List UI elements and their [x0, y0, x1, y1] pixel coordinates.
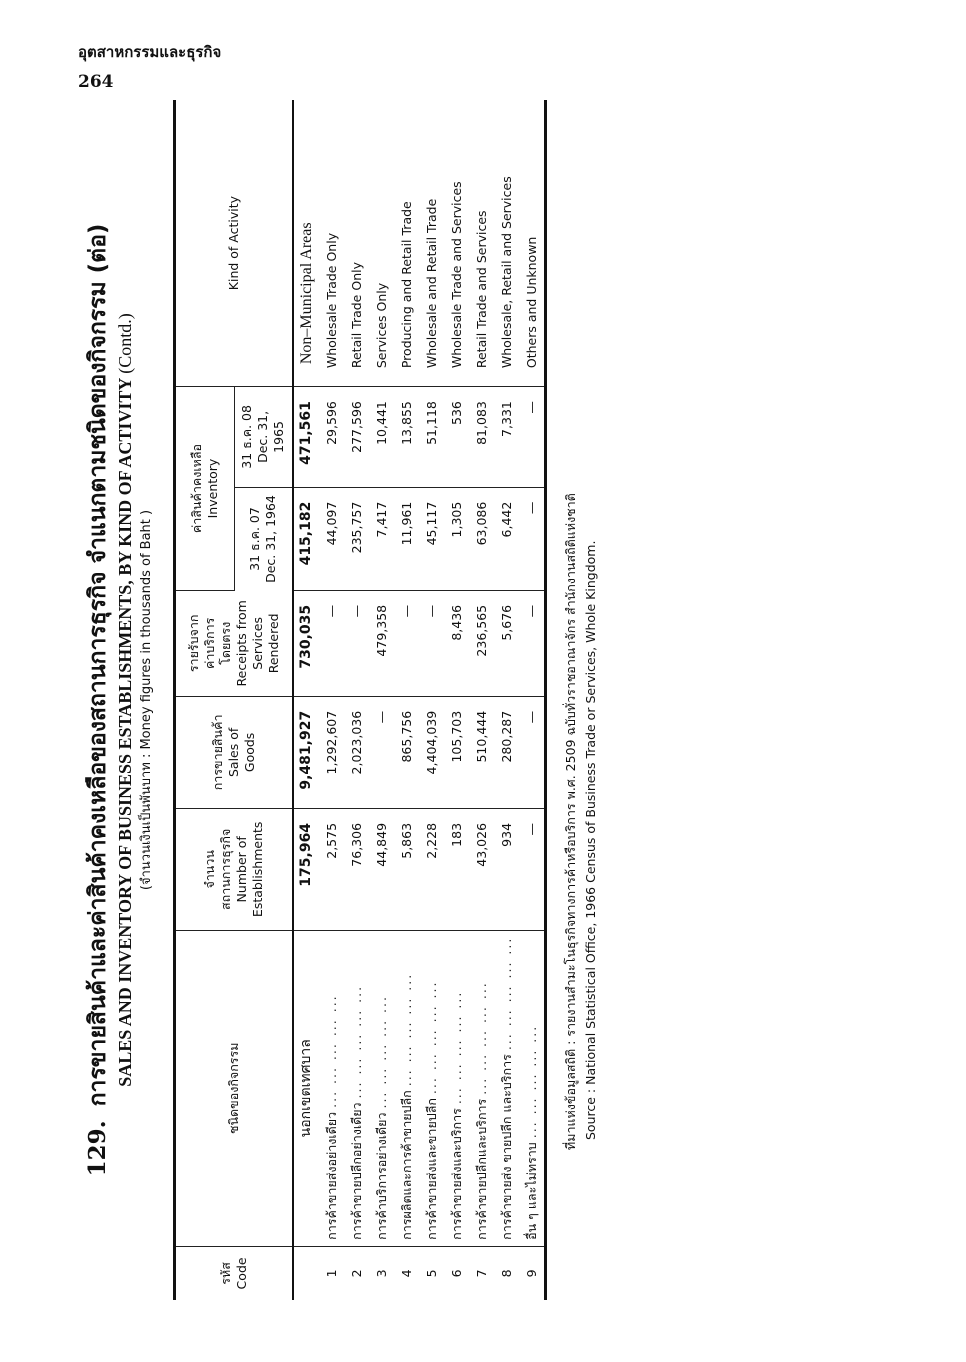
area-name-en: Non–Municipal Areas	[293, 100, 319, 387]
row-receipts: —	[344, 590, 369, 696]
table-row	[419, 100, 444, 1300]
row-receipts: 8,436	[444, 590, 469, 696]
row-inv-1965: 81,083	[469, 387, 494, 488]
header-establishments	[175, 808, 293, 930]
row-code: 4	[398, 1269, 414, 1278]
row-inv-1965: 277,596	[344, 387, 369, 488]
row-activity-th-label: การค้าขายส่งและบริการ	[448, 1108, 464, 1240]
table-row	[494, 100, 519, 1300]
row-inv-1964: 45,117	[419, 487, 444, 590]
row-inv-1964: 11,961	[394, 487, 419, 590]
row-activity-th-label: การค้าขายส่งและขายปลีก	[423, 1098, 439, 1240]
row-receipts: 236,565	[469, 590, 494, 696]
row-sales: —	[369, 696, 394, 808]
row-receipts: —	[319, 590, 344, 696]
row-activity-th-label: การค้าขายปลีกอย่างเดียว	[348, 1102, 364, 1240]
money-note: (จำนวนเงินเป็นพันบาท : Money figures in thousands of Baht )	[139, 509, 154, 891]
table-row	[469, 100, 494, 1300]
row-establishments: 43,026	[469, 808, 494, 930]
area-code	[293, 1246, 319, 1300]
row-sales: 865,756	[394, 696, 419, 808]
header-kind-of-activity: Kind of Activity	[175, 100, 293, 387]
header-code-th: รหัส	[217, 1262, 233, 1285]
table-row	[394, 100, 419, 1300]
header-inv-1965	[235, 387, 293, 488]
row-code: 2	[348, 1269, 364, 1278]
leader-dots: ... ... ... ... ...	[348, 984, 364, 1099]
area-establishments: 175,964	[293, 808, 319, 930]
row-activity-th-label: การค้าขายปลีกและบริการ	[473, 1098, 489, 1240]
row-sales: 2,023,036	[344, 696, 369, 808]
row-activity-th-label: อื่น ๆ และไม่ทราบ	[523, 1142, 539, 1240]
row-establishments: 76,306	[344, 808, 369, 930]
row-inv-1964: 6,442	[494, 487, 519, 590]
leader-dots: ... ... ... ... ...	[498, 936, 514, 1051]
leader-dots: ... ... ... ... ...	[398, 972, 414, 1087]
row-activity-th-label: การค้าขายส่ง ขายปลีก และบริการ	[498, 1054, 514, 1240]
header-receipts-en: Receipts from Services Rendered	[233, 600, 281, 687]
row-activity-th-label: การผลิตและการค้าขายปลีก	[398, 1090, 414, 1240]
row-activity-en: Retail Trade and Services	[469, 100, 494, 387]
row-inv-1964: 44,097	[319, 487, 344, 590]
row-code: 9	[519, 1246, 546, 1300]
row-establishments: 183	[444, 808, 469, 930]
rotated-table-page	[83, 100, 643, 1300]
sales-inventory-table	[173, 100, 547, 1300]
row-receipts: —	[519, 590, 546, 696]
header-inventory-th: ค่าสินค้าคงเหลือ	[189, 443, 204, 534]
table-row	[344, 100, 369, 1300]
header-sales-en: Sales of Goods	[225, 727, 257, 778]
row-establishments: 934	[494, 808, 519, 930]
header-establishments-en: Number of Establishments	[233, 821, 265, 918]
row-inv-1965: 536	[444, 387, 469, 488]
table-row	[319, 100, 344, 1300]
row-inv-1964: —	[519, 487, 546, 590]
row-inv-1965: —	[519, 387, 546, 488]
row-code: 1	[323, 1269, 339, 1278]
page-number: 264	[78, 72, 114, 92]
row-code: 8	[498, 1269, 514, 1278]
row-activity-en: Wholesale Trade Only	[319, 100, 344, 387]
row-establishments: —	[519, 808, 546, 930]
header-inv-1964-en: Dec. 31, 1964	[263, 495, 279, 583]
header-receipts	[175, 590, 293, 696]
row-activity-en: Wholesale Trade and Services	[444, 100, 469, 387]
header-inv-1964	[235, 487, 293, 590]
leader-dots: ... ... ... ... ...	[473, 981, 489, 1095]
title-english: SALES AND INVENTORY OF BUSINESS ESTABLISHMENTS, BY KIND OF ACTIVITY	[115, 378, 135, 1087]
row-inv-1964: 1,305	[444, 487, 469, 590]
header-inv-1964-th: 31 ธ.ค. 07	[247, 507, 263, 571]
area-inv-1965: 471,561	[293, 387, 319, 488]
header-inv-1965-en: Dec. 31, 1965	[255, 410, 287, 463]
table-title-block	[83, 100, 157, 1300]
leader-dots: ... ... ... ... ...	[323, 994, 339, 1108]
area-inv-1964: 415,182	[293, 487, 319, 590]
header-inventory	[175, 387, 235, 591]
row-activity-th	[469, 930, 494, 1246]
title-contd: (Contd.)	[115, 313, 135, 374]
row-activity-en: Services Only	[369, 100, 394, 387]
header-code-en: Code	[233, 1257, 249, 1290]
row-activity-th	[419, 930, 444, 1246]
row-code: 7	[473, 1269, 489, 1278]
row-activity-en: Wholesale and Retail Trade	[419, 100, 444, 387]
row-activity-th-label: การค้าขายส่งอย่างเดียว	[323, 1111, 339, 1240]
row-inv-1965: 29,596	[319, 387, 344, 488]
row-code: 6	[448, 1269, 464, 1278]
leader-dots: ... ... ... ... ...	[448, 990, 464, 1105]
row-activity-th	[369, 930, 394, 1246]
row-activity-en: Retail Trade Only	[344, 100, 369, 387]
area-name-th: นอกเขตเทศบาล	[293, 930, 319, 1246]
row-activity-th	[344, 930, 369, 1246]
row-activity-th	[519, 930, 546, 1246]
row-sales: —	[519, 696, 546, 808]
row-activity-en: Producing and Retail Trade	[394, 100, 419, 387]
leader-dots: ... ... ... ... ...	[373, 995, 389, 1109]
header-inventory-en: Inventory	[205, 458, 220, 519]
row-sales: 280,287	[494, 696, 519, 808]
area-receipts: 730,035	[293, 590, 319, 696]
row-activity-th-label: การค้าบริการอย่างเดียว	[373, 1112, 389, 1240]
header-activity-th: ชนิดของกิจกรรม	[175, 930, 293, 1246]
row-activity-th	[494, 930, 519, 1246]
table-number: 129.	[84, 1120, 111, 1177]
title-thai-line	[83, 100, 113, 1300]
row-sales: 105,703	[444, 696, 469, 808]
source-english: Source : National Statistical Office, 1966 Census of Business Trade or Services, Whole Kingdom.	[583, 540, 598, 1140]
row-establishments: 2,575	[319, 808, 344, 930]
area-row	[293, 100, 319, 1300]
header-sales-th: การขายสินค้า	[209, 714, 225, 791]
area-sales: 9,481,927	[293, 696, 319, 808]
running-title: อุตสาหกรรมและธุรกิจ	[78, 43, 222, 61]
row-inv-1964: 235,757	[344, 487, 369, 590]
row-activity-th	[394, 930, 419, 1246]
row-code: 3	[373, 1269, 389, 1278]
row-code: 5	[423, 1269, 439, 1278]
leader-dots: ... ... ... ... ...	[523, 1024, 539, 1139]
table-row	[444, 100, 469, 1300]
row-establishments: 5,863	[394, 808, 419, 930]
header-sales	[175, 696, 293, 808]
header-code	[175, 1246, 293, 1300]
title-english-line	[113, 100, 137, 1300]
row-receipts: —	[419, 590, 444, 696]
title-thai: การขายสินค้าและค่าสินค้าคงเหลือของสถานการธุรกิจ จำแนกตามชนิดของกิจกรรม (ต่อ)	[85, 223, 111, 1107]
row-receipts: 479,358	[369, 590, 394, 696]
header-establishments-th: จำนวน สถานการธุรกิจ	[201, 828, 233, 910]
row-receipts: —	[394, 590, 419, 696]
row-sales: 1,292,607	[319, 696, 344, 808]
row-inv-1964: 7,417	[369, 487, 394, 590]
row-inv-1965: 10,441	[369, 387, 394, 488]
row-sales: 4,404,039	[419, 696, 444, 808]
table-row	[519, 100, 546, 1300]
header-receipts-th: รายรับจาก ค่าบริการโดยตรง	[185, 614, 233, 673]
header-inv-1965-th: 31 ธ.ค. 08	[239, 405, 255, 469]
row-inv-1965: 51,118	[419, 387, 444, 488]
row-inv-1965: 7,331	[494, 387, 519, 488]
row-receipts: 5,676	[494, 590, 519, 696]
row-sales: 510,444	[469, 696, 494, 808]
table-body	[293, 100, 546, 1300]
source-thai: ที่มาแห่งข้อมูลสถิติ : รายงานสำมะโนธุรกิจทางการค้าหรือบริการ พ.ศ. 2509 ฉบับทั่วราชอาณาจักร สำนักงานสถิติแห่งชาติ	[563, 493, 578, 1150]
row-activity-th	[319, 930, 344, 1246]
row-activity-en: Wholesale, Retail and Services	[494, 100, 519, 387]
table-row	[369, 100, 394, 1300]
row-inv-1965: 13,855	[394, 387, 419, 488]
leader-dots: ... ... ... ... ...	[423, 980, 439, 1095]
row-activity-th	[444, 930, 469, 1246]
row-establishments: 44,849	[369, 808, 394, 930]
row-inv-1964: 63,086	[469, 487, 494, 590]
row-establishments: 2,228	[419, 808, 444, 930]
row-activity-en: Others and Unknown	[519, 100, 546, 387]
